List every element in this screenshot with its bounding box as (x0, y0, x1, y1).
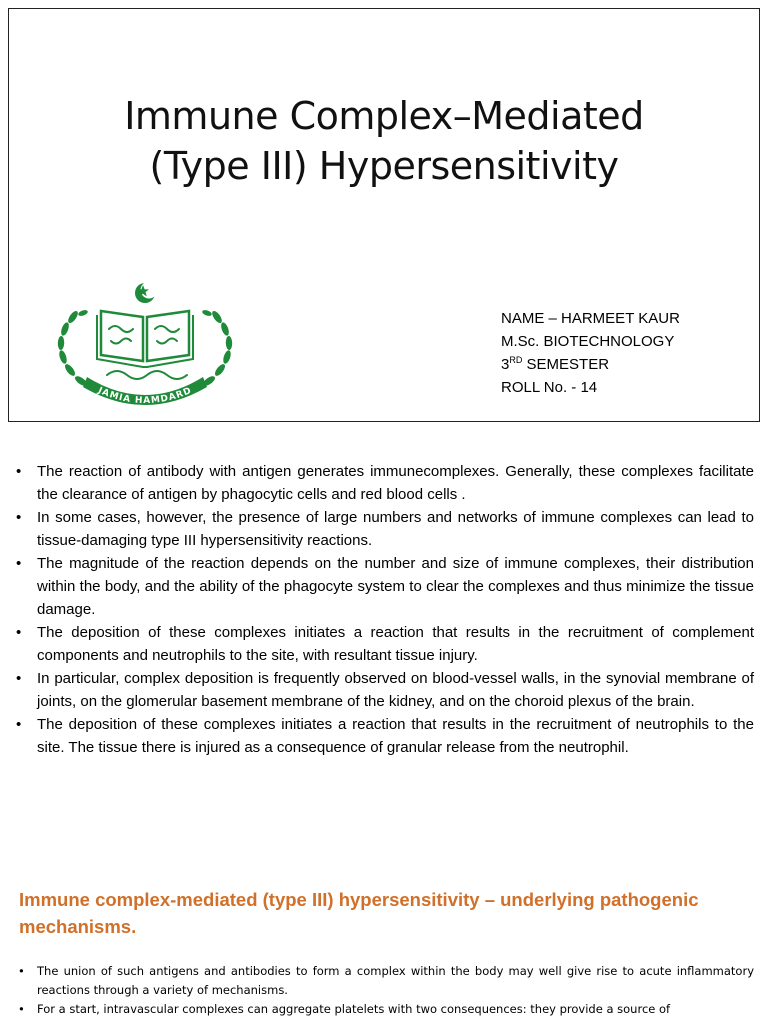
title-slide (8, 8, 760, 422)
list-item: • The union of such antigens and antibodies to form a complex within the body may well give rise to acute inflammatory reactions through a variety of mechanisms. (14, 962, 754, 1000)
list-item: • The deposition of these complexes initiates a reaction that results in the recruitment of neutrophils to the site. The tissue there is injured as a consequence of granular release from the neutrophil. (14, 713, 754, 759)
author-course: M.Sc. BIOTECHNOLOGY (501, 333, 675, 350)
list-item: • For a start, intravascular complexes can aggregate platelets with two consequences: they provide a source of (14, 1000, 754, 1019)
title-line-1: Immune Complex–Mediated (124, 94, 644, 138)
author-roll: ROLL No. - 14 (501, 379, 598, 396)
overview-bullet-list (14, 460, 754, 759)
list-item: • The deposition of these complexes initiates a reaction that results in the recruitment of complement components and neutrophils to the site, with resultant tissue injury. (14, 621, 754, 667)
section-heading: Immune complex-mediated (type III) hypersensitivity – underlying pathogenic mechanisms. (19, 889, 699, 937)
list-item: • The reaction of antibody with antigen generates immunecomplexes. Generally, these complexes facilitate the clearance of antigen by phagocytic cells and red blood cells . (14, 460, 754, 506)
svg-text:JAMIA HAMDARD: JAMIA HAMDARD (96, 385, 194, 405)
list-item: • In particular, complex deposition is frequently observed on blood-vessel walls, in the synovial membrane of joints, on the glomerular basement membrane of the kidney, and on the choroid plexus of the brain. (14, 667, 754, 713)
mechanism-bullet-list (14, 962, 754, 1019)
university-crest-icon (47, 277, 243, 405)
list-item: • The magnitude of the reaction depends on the number and size of immune complexes, their distribution within the body, and the ability of the phagocyte system to clear the complexes and thus minimize the tissue damage. (14, 552, 754, 621)
slide-title (9, 91, 759, 191)
title-line-2: (Type III) Hypersensitivity (149, 144, 619, 188)
author-info (501, 307, 680, 399)
author-semester: 3RD SEMESTER (501, 355, 610, 373)
author-name: NAME – HARMEET KAUR (501, 310, 680, 327)
list-item: • In some cases, however, the presence of large numbers and networks of immune complexes can lead to tissue-damaging type III hypersensitivity reactions. (14, 506, 754, 552)
